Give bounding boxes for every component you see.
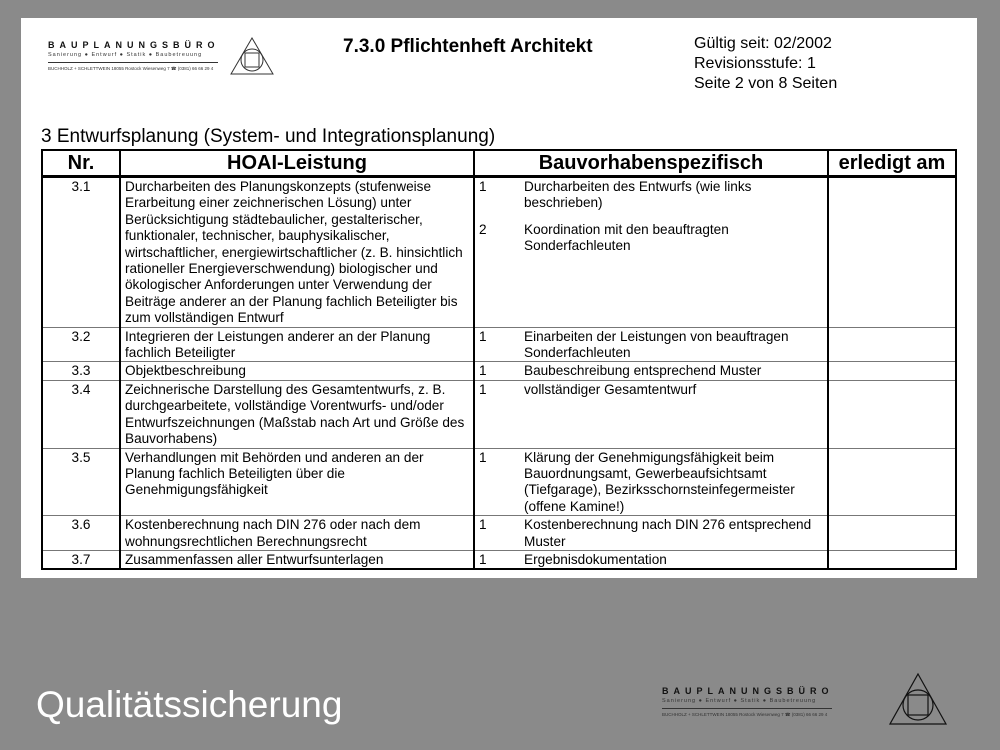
spec-item-number: 1: [479, 551, 487, 567]
done-date-cell[interactable]: [828, 516, 956, 551]
spec-item: [479, 222, 823, 255]
brand-divider: [48, 62, 218, 63]
done-date-cell[interactable]: [828, 550, 956, 569]
spec-item-text: Einarbeiten der Leistungen von beauftragen Sonderfachleuten: [524, 328, 789, 361]
column-header-done: erledigt am: [828, 150, 956, 177]
spec-item: [479, 552, 823, 568]
table-row: [42, 380, 956, 448]
footer-title: Qualitätssicherung: [36, 684, 343, 725]
spec-item-number: 1: [479, 363, 487, 379]
row-number: 3.1: [42, 177, 120, 328]
page-number: Seite 2 von 8 Seiten: [694, 75, 838, 92]
logo-icon: [229, 36, 275, 76]
table-row: [42, 177, 956, 328]
spec-item-number: 1: [479, 381, 487, 397]
row-number: 3.3: [42, 362, 120, 380]
spec-item-text: Durcharbeiten des Entwurfs (wie links beschrieben): [524, 179, 752, 211]
spec-item-text: Baubeschreibung entsprechend Muster: [524, 363, 762, 379]
hoai-cell: Integrieren der Leistungen anderer an der Planung fachlich Beteiligter: [120, 327, 474, 362]
valid-since: Gültig seit: 02/2002: [694, 35, 832, 52]
spec-item-text: vollständiger Gesamtentwurf: [524, 381, 697, 397]
requirements-table: [41, 149, 957, 570]
spec-item: [479, 363, 823, 379]
table-row: [42, 516, 956, 551]
spec-item-text: Klärung der Genehmigungsfähigkeit beim Bauordnungsamt, Gewerbeaufsichtsamt (Tiefgarage), Bezirksschornsteinfegermeister (offene Kamine!): [524, 449, 795, 514]
spec-item-number: 2: [479, 221, 487, 237]
hoai-cell: Kostenberechnung nach DIN 276 oder nach dem wohnungsrechtlichen Berechnungsrecht: [120, 516, 474, 551]
hoai-cell: Zusammenfassen aller Entwurfsunterlagen: [120, 550, 474, 569]
section-heading: 3 Entwurfsplanung (System- und Integrationsplanung): [41, 126, 496, 147]
footer-logo-icon: [888, 672, 948, 727]
spec-item: [479, 179, 823, 212]
document-title: 7.3.0 Pflichtenheft Architekt: [343, 36, 593, 57]
done-date-cell[interactable]: [828, 177, 956, 328]
brand-services: Sanierung ● Entwurf ● Statik ● Baubetreuung: [48, 52, 203, 58]
spec-item: [479, 382, 823, 398]
spec-cell: [474, 448, 828, 516]
spec-cell: [474, 380, 828, 448]
footer-brand-services: Sanierung ● Entwurf ● Statik ● Baubetreuung: [662, 698, 817, 704]
footer-brand-divider: [662, 708, 832, 709]
footer-brand-block: [662, 686, 834, 718]
column-header-nr: Nr.: [42, 150, 120, 177]
done-date-cell[interactable]: [828, 448, 956, 516]
footer-brand-name: BAUPLANUNGSBÜRO: [662, 686, 834, 696]
row-number: 3.7: [42, 550, 120, 569]
spec-item: [479, 329, 823, 362]
footer-brand-address: BUCHHOLZ + SCHLETTWEIN 18055 Rostock Wiesenweg 7 ☎ (0381) 66 66 29 4: [662, 712, 828, 717]
row-number: 3.2: [42, 327, 120, 362]
row-number: 3.5: [42, 448, 120, 516]
hoai-cell: Zeichnerische Darstellung des Gesamtentwurfs, z. B. durchgearbeitete, vollständige Vorentwurfs- und/oder Entwurfszeichnungen (Maßstab nach Art und Größe des Bauvorhabens): [120, 380, 474, 448]
done-date-cell[interactable]: [828, 362, 956, 380]
row-number: 3.6: [42, 516, 120, 551]
done-date-cell[interactable]: [828, 327, 956, 362]
spec-cell: [474, 177, 828, 328]
spec-cell: [474, 362, 828, 380]
done-date-cell[interactable]: [828, 380, 956, 448]
spec-item-number: 1: [479, 517, 487, 533]
spec-item-number: 1: [479, 328, 487, 344]
document-page: [21, 18, 977, 578]
brand-address: BUCHHOLZ + SCHLETTWEIN 18055 Rostock Wiesenweg 7 ☎ (0381) 66 66 29 4: [48, 66, 214, 71]
spec-item: [479, 517, 823, 550]
table-row: [42, 327, 956, 362]
spec-item-number: 1: [479, 449, 487, 465]
hoai-cell: Verhandlungen mit Behörden und anderen an der Planung fachlich Beteiligten über die Genehmigungsfähigkeit: [120, 448, 474, 516]
brand-name: BAUPLANUNGSBÜRO: [48, 40, 220, 50]
spec-item-text: Koordination mit den beauftragten Sonderfachleuten: [524, 221, 729, 254]
spec-item-number: 1: [479, 179, 487, 194]
document-meta: [694, 34, 837, 94]
row-number: 3.4: [42, 380, 120, 448]
revision-level: Revisionsstufe: 1: [694, 55, 816, 72]
spec-cell: [474, 327, 828, 362]
spec-item: [479, 450, 823, 516]
table-row: [42, 362, 956, 380]
brand-block: [48, 40, 220, 72]
spec-cell: [474, 550, 828, 569]
column-header-hoai: HOAI-Leistung: [120, 150, 474, 177]
hoai-cell: Durcharbeiten des Planungskonzepts (stufenweise Erarbeitung einer zeichnerischen Lösung) unter Berücksichtigung städtebaulicher, gestalterischer, funktionaler, technischer, bauphysikalischer, wirtschaftlicher, energiewirtschaftlicher (z. B. hinsichtlich rationeller Energieverschwendung) biologischer und ökologischer Anforderungen unter Verwendung der Beiträge anderer an der Planung fachlich Beteiligter bis zum vollständigen Entwurf: [120, 177, 474, 328]
table-header-row: [42, 150, 956, 177]
spec-item-text: Ergebnisdokumentation: [524, 551, 667, 567]
table-row: [42, 550, 956, 569]
column-header-spec: Bauvorhabenspezifisch: [474, 150, 828, 177]
spec-item-text: Kostenberechnung nach DIN 276 entsprechend Muster: [524, 517, 812, 549]
spec-cell: [474, 516, 828, 551]
table-body: [42, 177, 956, 570]
table-row: [42, 448, 956, 516]
hoai-cell: Objektbeschreibung: [120, 362, 474, 380]
